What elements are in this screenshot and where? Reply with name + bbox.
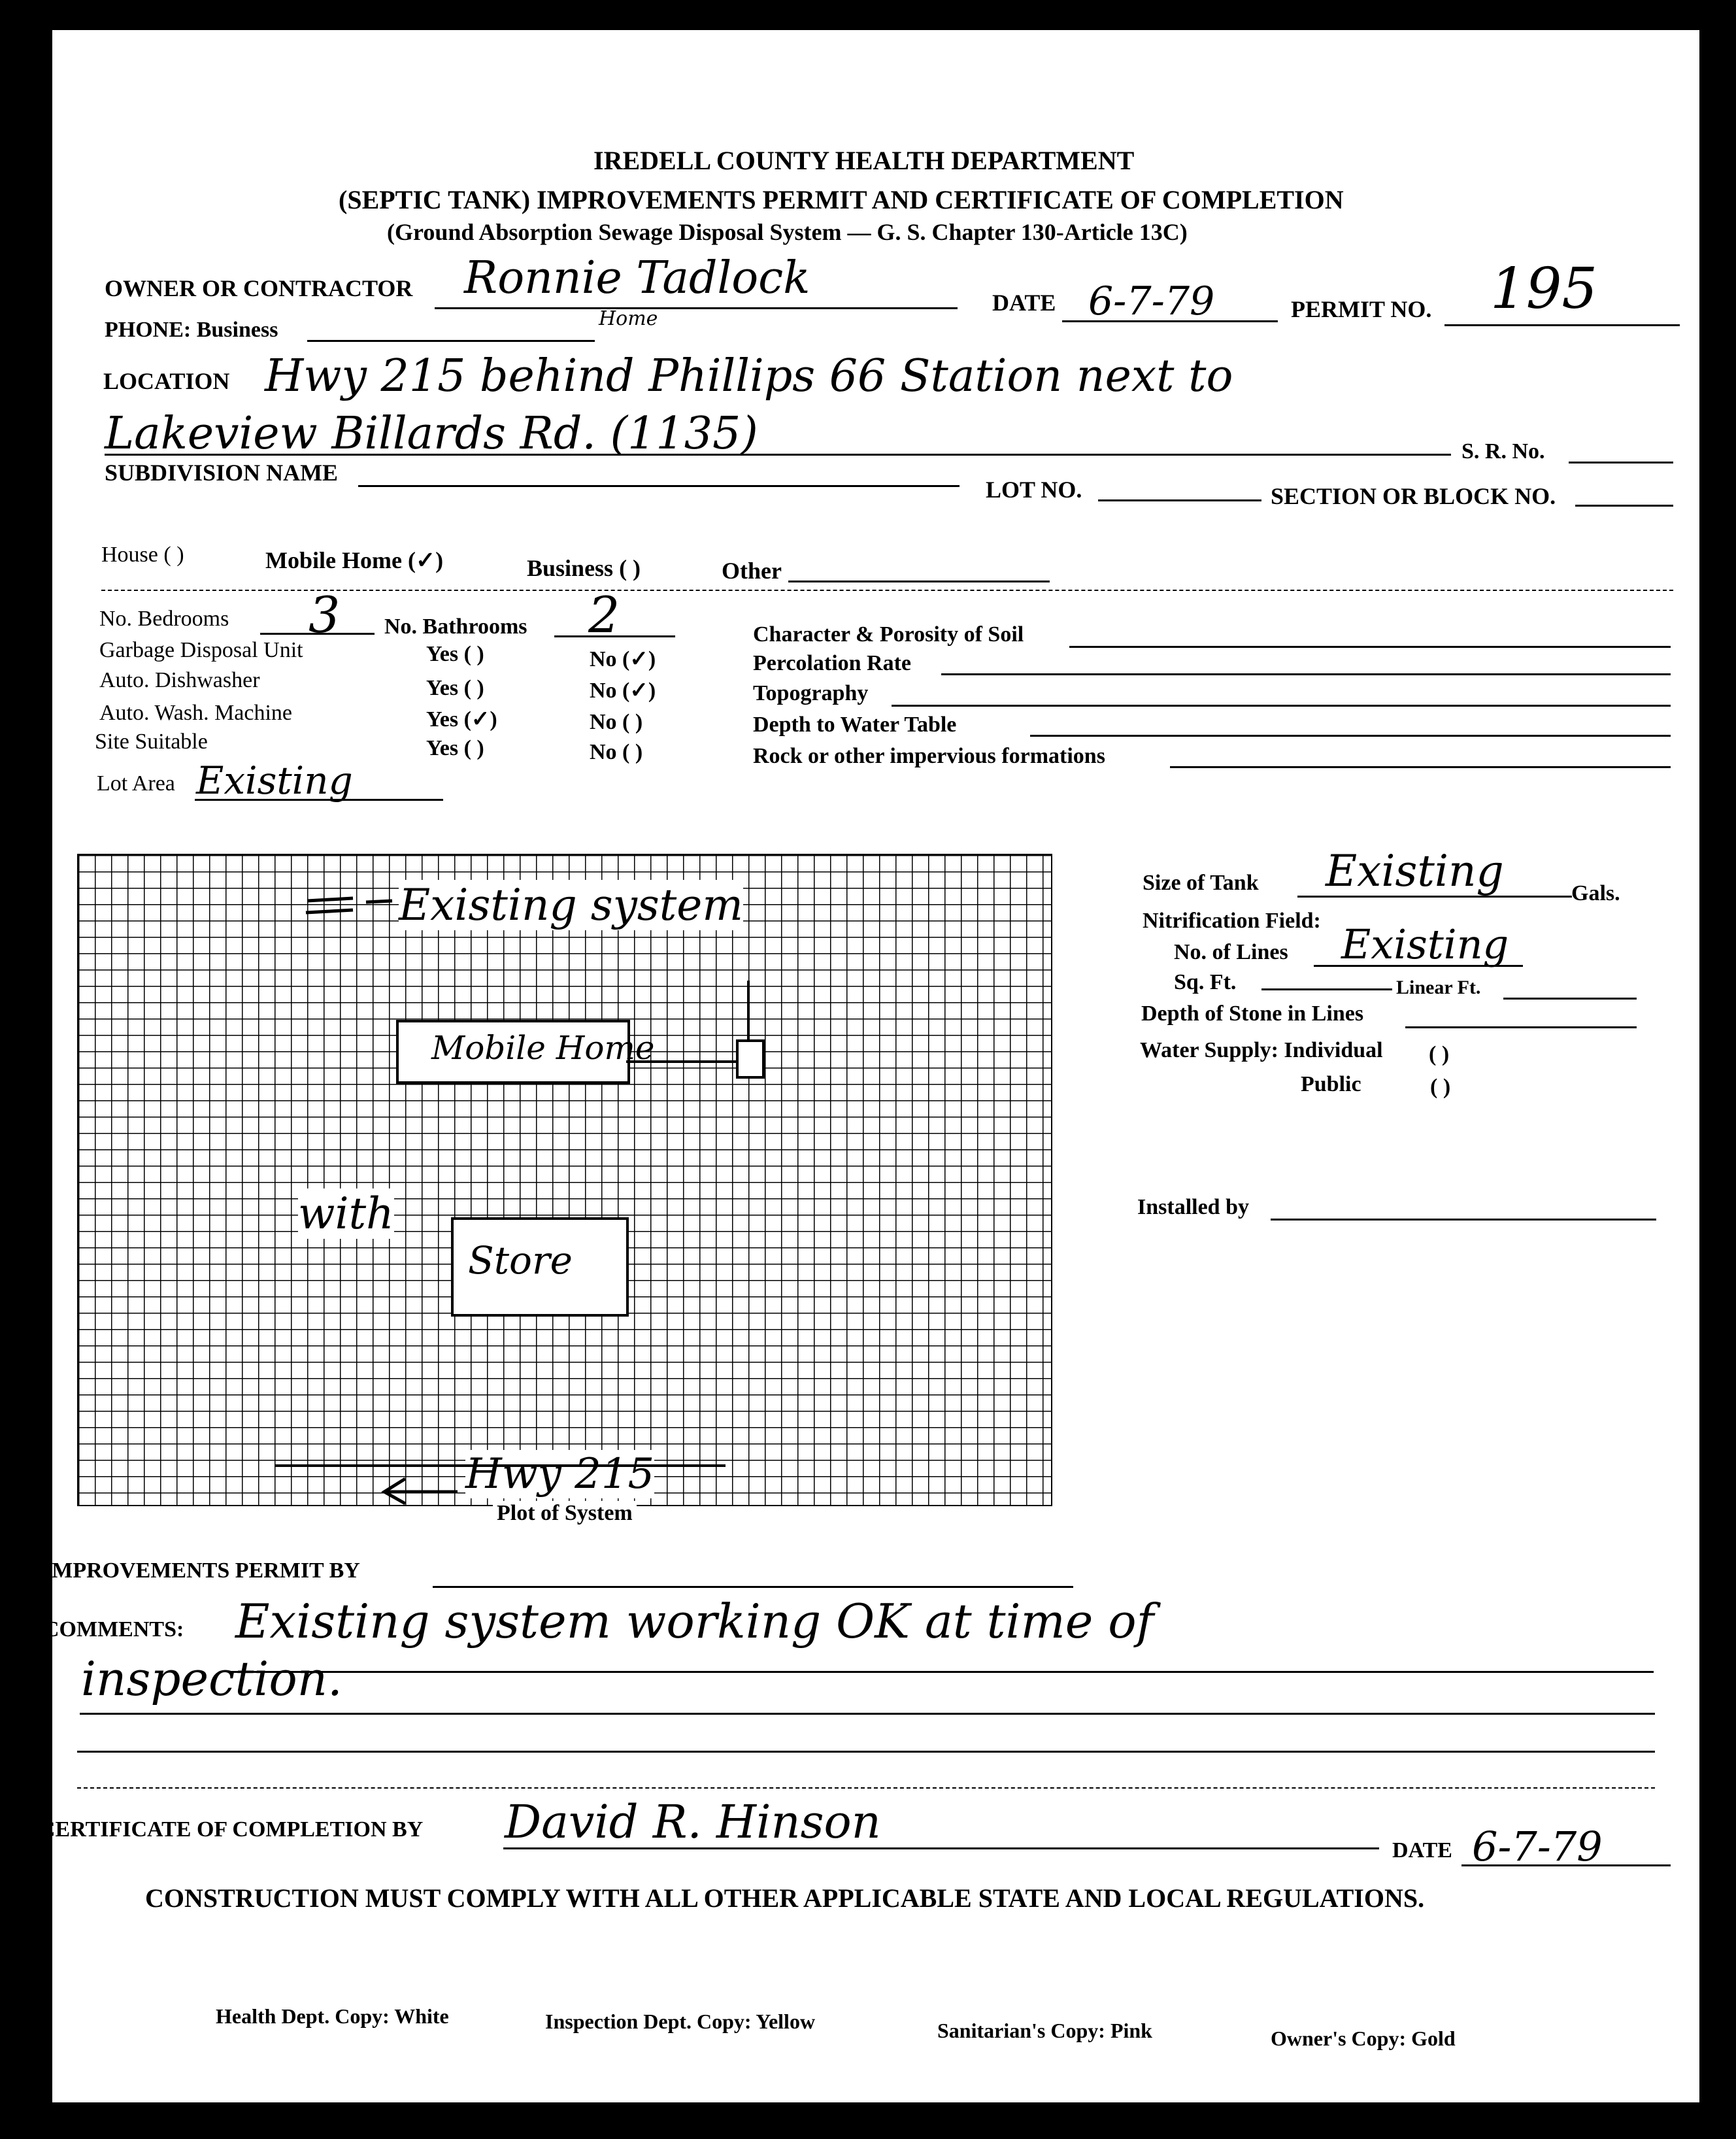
wash-machine-label: Auto. Wash. Machine [99, 701, 293, 725]
dishwasher-yes[interactable]: Yes ( ) [426, 676, 484, 700]
certificate-date-label: DATE [1392, 1838, 1452, 1862]
nitrification-label: Nitrification Field: [1143, 909, 1321, 933]
dishwasher-label: Auto. Dishwasher [99, 668, 260, 692]
lines-line [1314, 965, 1523, 967]
tank-size-line [1297, 896, 1572, 898]
subdivision-label: SUBDIVISION NAME [105, 460, 339, 486]
copy-inspection: Inspection Dept. Copy: Yellow [545, 2010, 816, 2033]
bedrooms-value: 3 [309, 586, 341, 644]
store-text: Store [468, 1238, 573, 1283]
comments-line-4 [77, 1787, 1655, 1789]
gals-label: Gals. [1571, 881, 1620, 905]
percolation-label: Percolation Rate [753, 651, 912, 675]
bathrooms-value: 2 [588, 586, 620, 644]
lot-area-label: Lot Area [97, 771, 175, 796]
business-checkbox[interactable]: Business ( ) [527, 555, 641, 581]
owner-label: OWNER OR CONTRACTOR [105, 275, 413, 301]
installed-by-line [1271, 1219, 1656, 1221]
location-value-2: Lakeview Billards Rd. (1135) [105, 408, 758, 460]
lot-area-value: Existing [196, 758, 353, 803]
with-text: with [298, 1188, 394, 1239]
water-individual-checkbox[interactable]: ( ) [1429, 1042, 1450, 1066]
rock-label: Rock or other impervious formations [753, 744, 1105, 768]
section-label: SECTION OR BLOCK NO. [1271, 483, 1556, 509]
water-public-label: Public [1301, 1072, 1361, 1096]
certificate-signature: David R. Hinson [505, 1795, 881, 1849]
sqft-label: Sq. Ft. [1174, 970, 1237, 994]
tank-size-label: Size of Tank [1143, 871, 1259, 895]
certificate-date-value: 6-7-79 [1472, 1823, 1603, 1870]
site-suitable-label: Site Suitable [95, 730, 208, 754]
topography-label: Topography [753, 681, 869, 705]
hwy-text: Hwy 215 [465, 1450, 655, 1498]
existing-system-text: Existing system [399, 880, 743, 930]
wash-machine-no[interactable]: No ( ) [590, 710, 643, 734]
dishwasher-no[interactable]: No (✓) [590, 679, 656, 703]
lot-no-label: LOT NO. [986, 477, 1082, 503]
comments-line1: Existing system working OK at time of [235, 1594, 1154, 1649]
water-table-label: Depth to Water Table [753, 713, 957, 737]
installed-by-label: Installed by [1137, 1195, 1249, 1219]
certificate-label: CERTIFICATE OF COMPLETION BY [39, 1817, 424, 1842]
form-title: (SEPTIC TANK) IMPROVEMENTS PERMIT AND CERTIFICATE OF COMPLETION [339, 185, 1344, 214]
phone-label: PHONE: Business [105, 318, 278, 342]
improvements-label: IMPROVEMENTS PERMIT BY [43, 1558, 360, 1583]
comments-line2: inspection. [81, 1651, 342, 1706]
date-label: DATE [992, 290, 1056, 316]
stone-depth-label: Depth of Stone in Lines [1141, 1002, 1364, 1026]
department-title: IREDELL COUNTY HEALTH DEPARTMENT [593, 146, 1135, 175]
garbage-disposal-label: Garbage Disposal Unit [99, 638, 303, 662]
site-suitable-no[interactable]: No ( ) [590, 740, 643, 764]
copy-health: Health Dept. Copy: White [216, 2004, 449, 2028]
comments-line-2 [80, 1713, 1655, 1715]
other-label: Other [722, 558, 782, 584]
stone-depth-line [1405, 1026, 1637, 1028]
certificate-date-line [1461, 1864, 1671, 1866]
house-checkbox[interactable]: House ( ) [101, 543, 184, 567]
linear-line [1503, 998, 1637, 1000]
site-suitable-yes[interactable]: Yes ( ) [426, 736, 484, 760]
copy-owner: Owner's Copy: Gold [1271, 2027, 1456, 2050]
sr-no-label: S. R. No. [1461, 439, 1545, 463]
water-public-checkbox[interactable]: ( ) [1430, 1075, 1451, 1099]
sqft-line [1261, 988, 1392, 990]
water-individual-label: Water Supply: Individual [1140, 1038, 1383, 1062]
linear-label: Linear Ft. [1396, 977, 1481, 998]
plot-of-system-label: Plot of System [493, 1501, 637, 1526]
permit-label: PERMIT NO. [1291, 296, 1432, 322]
lines-value: Existing [1341, 920, 1509, 968]
mobile-home-checkbox[interactable]: Mobile Home (✓) [265, 547, 444, 573]
location-label: LOCATION [103, 368, 230, 394]
date-value: 6-7-79 [1088, 278, 1215, 324]
wash-machine-yes[interactable]: Yes (✓) [426, 707, 497, 732]
tank-size-value: Existing [1326, 846, 1504, 896]
location-value-1: Hwy 215 behind Phillips 66 Station next to [265, 350, 1233, 402]
garbage-yes[interactable]: Yes ( ) [426, 642, 484, 666]
phone-home-value: Home [599, 307, 658, 330]
comments-line-3 [77, 1751, 1655, 1753]
bedrooms-label: No. Bedrooms [99, 607, 229, 631]
permit-value: 195 [1490, 256, 1598, 322]
construction-notice: CONSTRUCTION MUST COMPLY WITH ALL OTHER APPLICABLE STATE AND LOCAL REGULATIONS. [145, 1883, 1425, 1913]
copy-sanitarian: Sanitarian's Copy: Pink [937, 2019, 1152, 2042]
improvements-line [433, 1586, 1073, 1588]
bathrooms-label: No. Bathrooms [384, 615, 527, 639]
mobile-home-text: Mobile Home [431, 1029, 655, 1067]
form-subtitle: (Ground Absorption Sewage Disposal System — G. S. Chapter 130-Article 13C) [387, 219, 1188, 245]
certificate-line [503, 1847, 1379, 1849]
lines-label: No. of Lines [1174, 940, 1288, 964]
soil-porosity-label: Character & Porosity of Soil [753, 622, 1024, 647]
garbage-no[interactable]: No (✓) [590, 647, 656, 671]
comments-line-1 [229, 1671, 1654, 1673]
owner-value: Ronnie Tadlock [464, 252, 810, 304]
comments-label: COMMENTS: [43, 1617, 184, 1642]
